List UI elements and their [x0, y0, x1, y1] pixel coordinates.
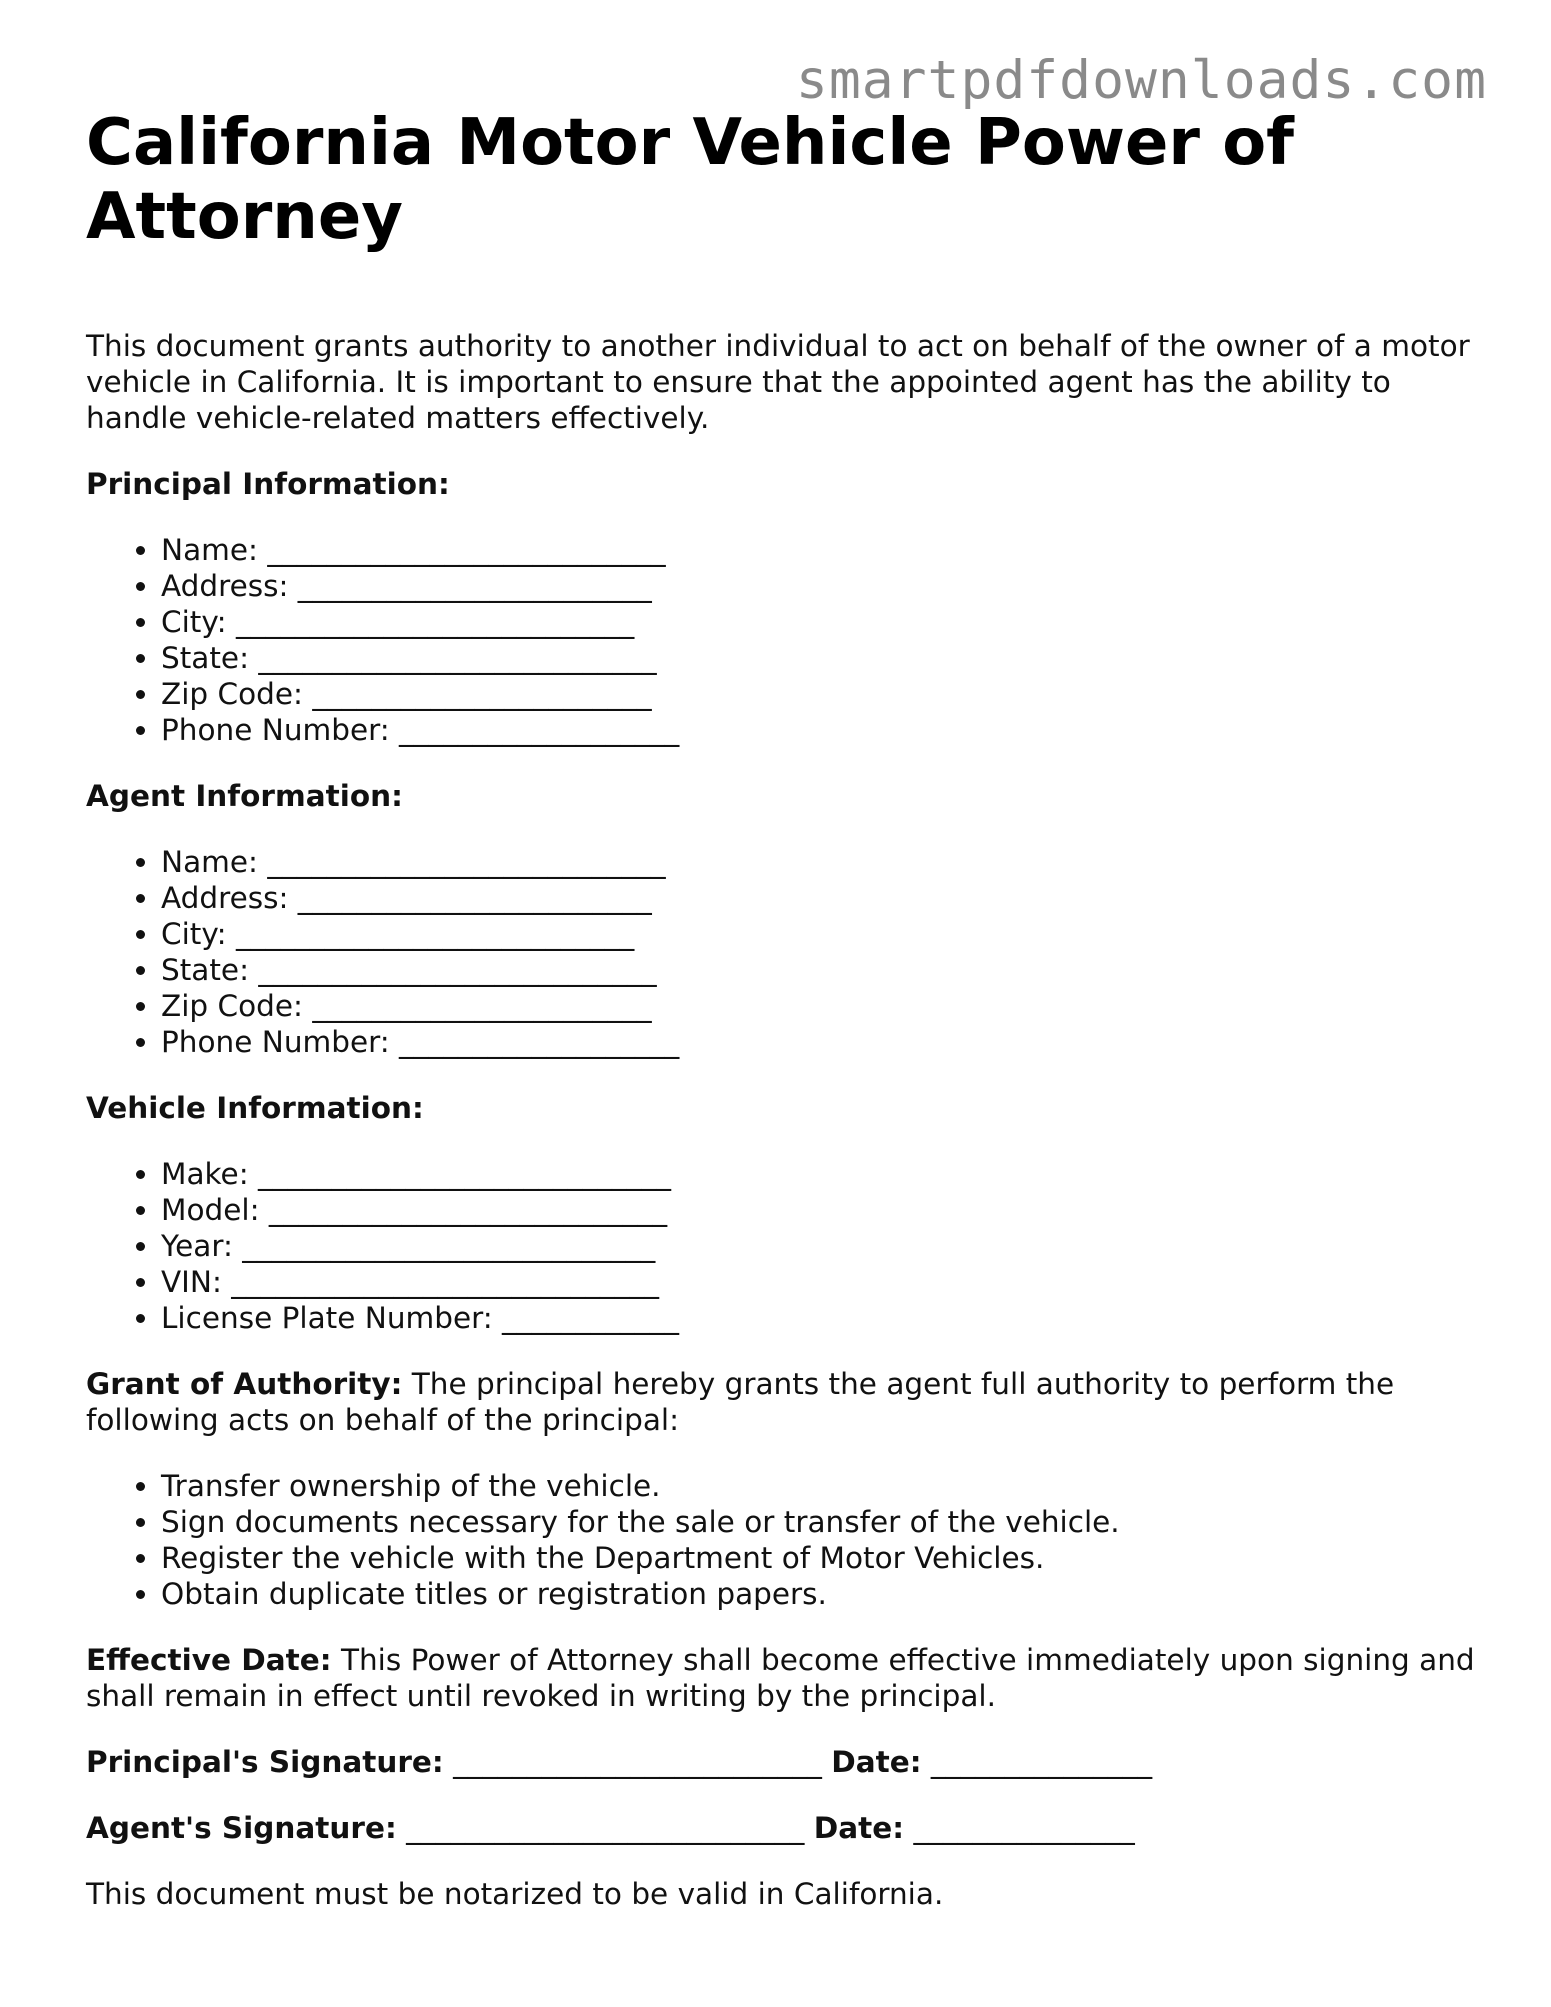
vehicle-heading: Vehicle Information: [86, 1091, 424, 1125]
intro-paragraph: This document grants authority to another individual to act on behalf of the owner of a motor vehicle in California. It is important to ensure that the appointed agent has the ability to handle vehicle-related matters effectively. [86, 329, 1470, 435]
principal-phone-field: • Phone Number: ___________________ [161, 712, 1486, 748]
vehicle-model-field: • Model: ___________________________ [161, 1192, 1486, 1228]
grant-label: Grant of Authority: [86, 1367, 403, 1401]
grant-act-item: • Sign documents necessary for the sale or transfer of the vehicle. [161, 1504, 1486, 1540]
grant-act-item: • Transfer ownership of the vehicle. [161, 1468, 1486, 1504]
effective-date-paragraph [86, 1642, 1486, 1714]
vehicle-make-field: • Make: ____________________________ [161, 1156, 1486, 1192]
principal-signature-line [86, 1744, 1486, 1780]
principal-state-field: • State: ___________________________ [161, 640, 1486, 676]
agent-city-field: • City: ___________________________ [161, 916, 1486, 952]
agent-fields-list [86, 844, 1486, 1060]
vehicle-year-field: • Year: ____________________________ [161, 1228, 1486, 1264]
notarization-note: This document must be notarized to be valid in California. [86, 1877, 944, 1911]
principal-fields-list [86, 532, 1486, 748]
principal-signature-blank: _________________________ [443, 1745, 832, 1779]
agent-name-field: • Name: ___________________________ [161, 844, 1486, 880]
principal-date-label: Date: [831, 1745, 922, 1779]
agent-phone-field: • Phone Number: ___________________ [161, 1024, 1486, 1060]
principal-zip-field: • Zip Code: _______________________ [161, 676, 1486, 712]
grant-act-item: • Register the vehicle with the Department of Motor Vehicles. [161, 1540, 1486, 1576]
grant-paragraph [86, 1366, 1486, 1438]
effective-date-text: This Power of Attorney shall become effective immediately upon signing and shall remain in effect until revoked in writing by the principal. [86, 1643, 1475, 1713]
agent-date-blank: _______________ [904, 1811, 1135, 1845]
principal-city-field: • City: ___________________________ [161, 604, 1486, 640]
principal-name-field: • Name: ___________________________ [161, 532, 1486, 568]
agent-signature-label: Agent's Signature: [86, 1811, 397, 1845]
principal-signature-label: Principal's Signature: [86, 1745, 444, 1779]
vehicle-fields-list [86, 1156, 1486, 1336]
document-title: California Motor Vehicle Power of Attorney [86, 106, 1294, 254]
agent-signature-line [86, 1810, 1486, 1846]
vehicle-vin-field: • VIN: _____________________________ [161, 1264, 1486, 1300]
principal-date-blank: _______________ [921, 1745, 1153, 1779]
watermark-text: smartpdfdownloads.com [795, 50, 1487, 111]
principal-address-field: • Address: ________________________ [161, 568, 1486, 604]
agent-address-field: • Address: ________________________ [161, 880, 1486, 916]
agent-zip-field: • Zip Code: _______________________ [161, 988, 1486, 1024]
principal-heading: Principal Information: [86, 467, 450, 501]
grant-text: The principal hereby grants the agent full authority to perform the following acts on behalf of the principal: [86, 1367, 1395, 1437]
agent-date-label: Date: [813, 1811, 905, 1845]
agent-state-field: • State: ___________________________ [161, 952, 1486, 988]
grant-act-item: • Obtain duplicate titles or registration papers. [161, 1576, 1486, 1612]
grant-acts-list [86, 1468, 1486, 1612]
effective-date-label: Effective Date: [86, 1643, 332, 1677]
agent-heading: Agent Information: [86, 779, 403, 813]
agent-signature-blank: ___________________________ [396, 1811, 814, 1845]
vehicle-plate-field: • License Plate Number: ____________ [161, 1300, 1486, 1336]
document-page [86, 106, 1486, 1912]
